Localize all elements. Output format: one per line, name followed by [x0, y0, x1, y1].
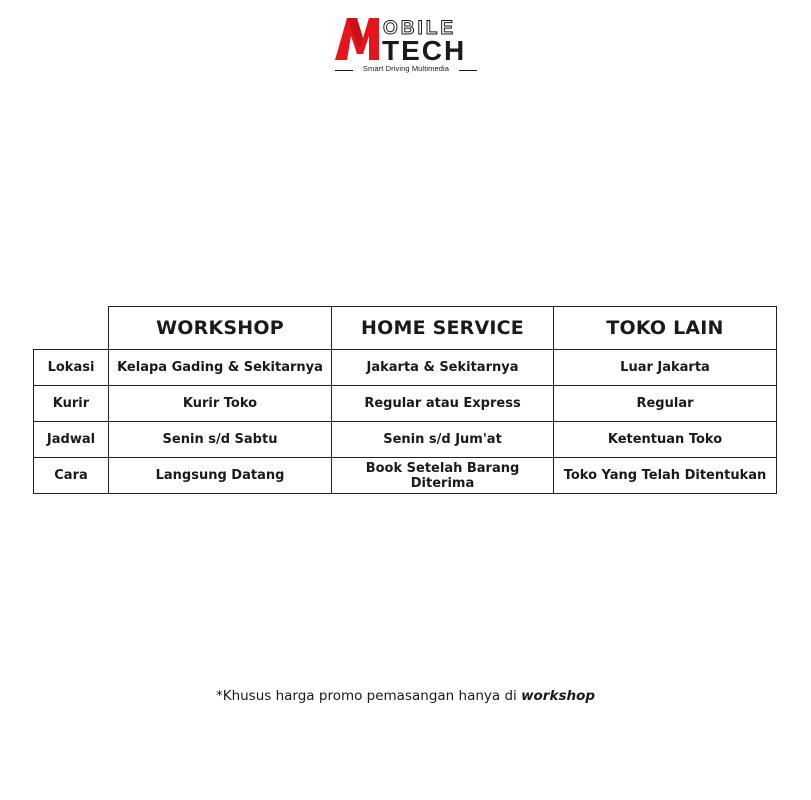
logo-tagline-row — [333, 64, 479, 76]
table-row — [34, 386, 777, 422]
column-header-home-service: HOME SERVICE — [332, 307, 554, 350]
footnote-text: *Khusus harga promo pemasangan hanya di — [215, 688, 522, 704]
table-row — [34, 350, 777, 386]
footnote-emphasis: workshop — [521, 688, 596, 704]
table-cell: Luar Jakarta — [554, 350, 777, 386]
table-cell: Jakarta & Sekitarnya — [332, 350, 554, 386]
table-row — [34, 458, 777, 494]
row-label-lokasi: Lokasi — [34, 350, 109, 386]
table-cell: Langsung Datang — [109, 458, 332, 494]
column-header-toko-lain: TOKO LAIN — [554, 307, 777, 350]
row-label-cara: Cara — [34, 458, 109, 494]
table-cell: Toko Yang Telah Ditentukan — [554, 458, 777, 494]
table-cell: Regular — [554, 386, 777, 422]
table-cell: Kelapa Gading & Sekitarnya — [109, 350, 332, 386]
table-cell: Book Setelah Barang Diterima — [332, 458, 554, 494]
logo-main-word: TECH — [382, 35, 467, 66]
service-comparison-table — [33, 306, 777, 494]
logo-top-word: OBILE — [383, 18, 457, 39]
mobile-tech-logo — [333, 14, 479, 78]
logo-mark — [333, 14, 479, 66]
table-cell: Regular atau Express — [332, 386, 554, 422]
footnote — [0, 688, 811, 704]
row-label-kurir: Kurir — [34, 386, 109, 422]
table-cell: Ketentuan Toko — [554, 422, 777, 458]
table-cell: Senin s/d Jum'at — [332, 422, 554, 458]
tagline-rule-right — [459, 70, 477, 71]
logo-tagline: Smart Driving Multimedia — [362, 64, 450, 73]
row-label-jadwal: Jadwal — [34, 422, 109, 458]
table-header-row — [34, 307, 777, 350]
column-header-workshop: WORKSHOP — [109, 307, 332, 350]
table-row — [34, 422, 777, 458]
table-corner-cell — [34, 307, 109, 350]
table-cell: Senin s/d Sabtu — [109, 422, 332, 458]
table-cell: Kurir Toko — [109, 386, 332, 422]
